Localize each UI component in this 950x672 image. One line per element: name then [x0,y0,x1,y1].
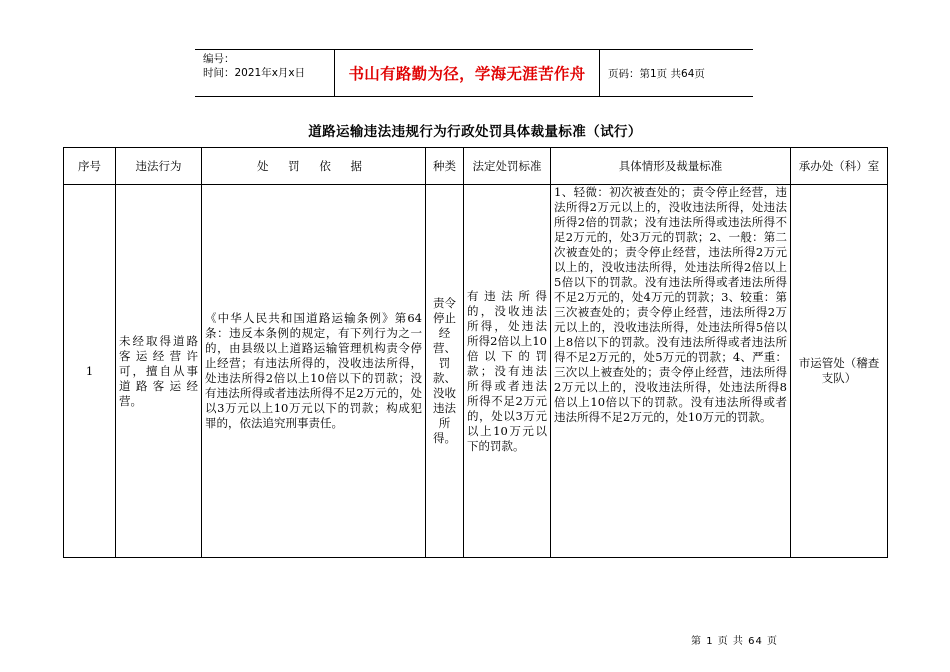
document-header [195,49,753,97]
cell-type: 责令停止经营、罚款、没收违法所得。 [426,185,464,558]
cell-details: 1、轻微：初次被查处的；责令停止经营，违法所得2万元以上的，没收违法所得，处违法所得2倍的罚款；没有违法所得或违法所得不足2万元的，处3万元的罚款；2、一般：第二次被查处的；责令停止经营，违法所得2万元以上的，没收违法所得，处违法所得2倍以上5倍以下的罚款。没有违法所得或者违法所得不足2万元的，处4万元的罚款；3、较重：第三次被查处的；责令停止经营，违法所得2万元以上的，没收违法所得，处违法所得5倍以上8倍以下的罚款。没有违法所得或者违法所得不足2万元的，处5万元的罚款；4、严重：三次以上被查处的；责令停止经营，违法所得2万元以上的，没收违法所得，处违法所得8倍以上10倍以下的罚款。没有违法所得或者违法所得不足2万元的，处10万元的罚款。 [551,185,791,558]
page-footer: 第 1 页 共 64 页 [691,636,778,647]
penalty-standards-table [63,147,888,558]
col-header-type: 种类 [426,148,464,185]
time-label: 时间：2021年x月x日 [203,67,306,79]
header-meta [203,52,305,80]
col-header-legal-standard: 法定处罚标准 [464,148,551,185]
header-page-info: 页码：第1页 共64页 [608,68,705,80]
table-header-row [64,148,888,185]
col-header-index: 序号 [64,148,116,185]
document-title: 道路运输违法违规行为行政处罚具体裁量标准（试行） [308,124,642,140]
col-header-details: 具体情形及裁量标准 [551,148,791,185]
table-row [64,185,888,558]
col-header-basis: 处 罚 依 据 [202,148,426,185]
number-label: 编号： [203,53,235,65]
cell-index: 1 [64,185,116,558]
col-header-violation: 违法行为 [116,148,202,185]
cell-legal-standard: 有违法所得的，没收违法所得，处违法所得2倍以上10倍以下的罚款；没有违法所得或者违法所得不足2万元的，处以3万元以上10万元以下的罚款。 [464,185,551,558]
col-header-office: 承办处（科）室 [791,148,888,185]
cell-violation: 未经取得道路客运经营许可，擅自从事道路客运经营。 [116,185,202,558]
header-motto: 书山有路勤为径，学海无涯苦作舟 [334,50,600,96]
cell-office: 市运管处（稽查支队） [791,185,888,558]
cell-basis: 《中华人民共和国道路运输条例》第64条：违反本条例的规定，有下列行为之一的，由县级以上道路运输管理机构责令停止经营；有违法所得的，没收违法所得，处违法所得2倍以上10倍以下的罚款；没有违法所得或者违法所得不足2万元的，处以3万元以上10万元以下的罚款；构成犯罪的，依法追究刑事责任。 [202,185,426,558]
